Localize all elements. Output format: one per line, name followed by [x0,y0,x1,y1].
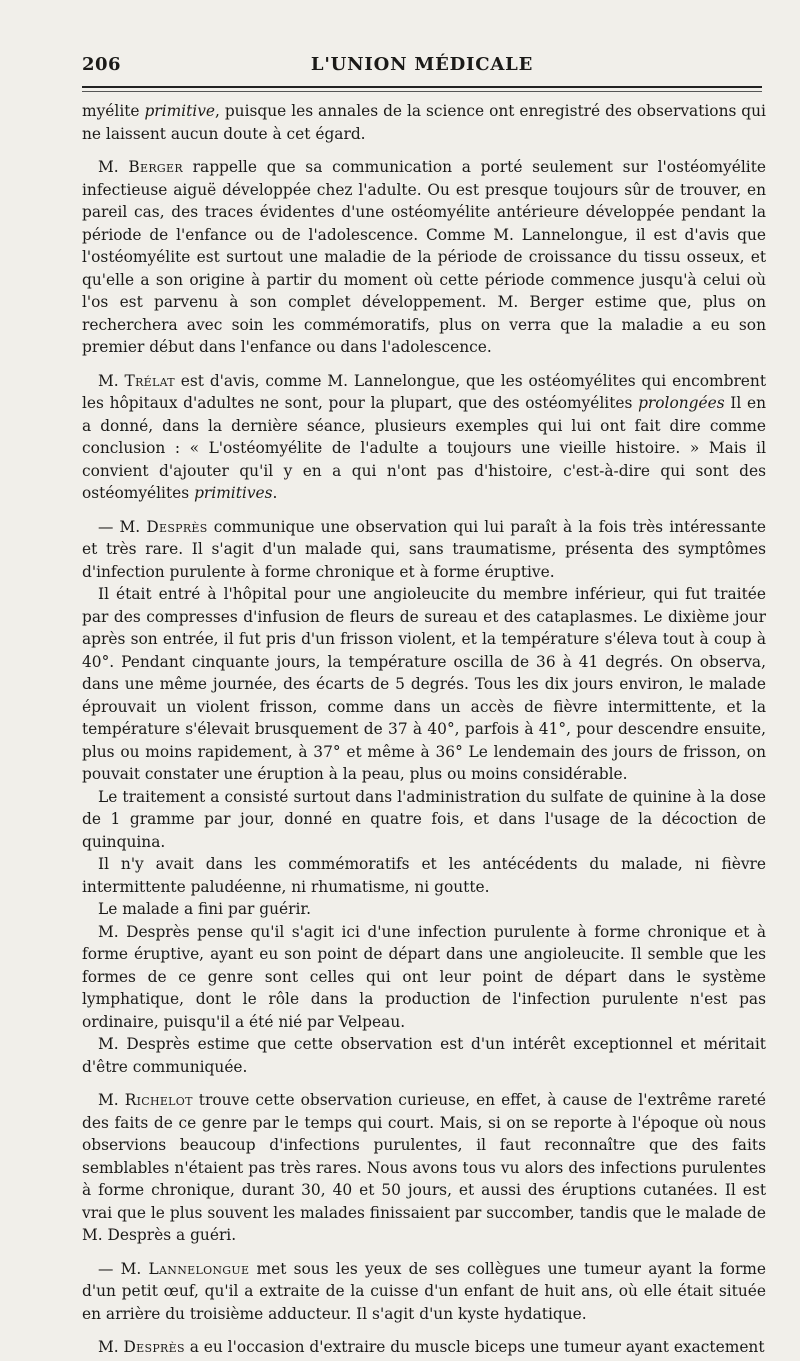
paragraph-despres-conclusion: M. Desprès estime que cette observation est d'un intérêt exceptionnel et méritait d'être communiquée. [82,1035,766,1076]
speaker-prefix: M. [98,1091,125,1109]
speaker-name: Lannelongue [148,1259,250,1278]
speaker-name: Richelot [124,1091,193,1109]
running-title: L'UNION MÉDICALE [310,54,534,75]
paragraph-text: Il en a donné, dans la dernière séance, plusieurs exemples qui lui ont fait dire comme conclusion : « L'ostéomyélite de l'adulte a toujours une vieille histoire. » Mais il convient d'ajouter qu'il y en a qui n'ont pas d'histoire, c'est-à-dire qui sont des ostéomyélites [82,394,766,502]
paragraph-richelot [82,1089,766,1247]
header-rule [82,86,762,88]
paragraph-despres-opinion: M. Desprès pense qu'il s'agit ici d'une infection purulente à forme chronique et à forme éruptive, ayant eu son point de départ dans une angioleucite. Il semble que les formes de ce genre sont celles qui ont leur point de départ dans le système lymphatique, dont le rôle dans la production de l'infection purulente n'est pas ordinaire, puisqu'il a été nié par Velpeau. [82,922,766,1031]
paragraph-text: met sous les yeux de ses collègues une tumeur ayant la forme d'un petit œuf, qu'il a extraite de la cuisse d'un enfant de huit ans, où elle était située en arrière du troisième adducteur. Il s'agit d'un kyste hydatique. [82,1259,766,1323]
paragraph-case-history: Il était entré à l'hôpital pour une angioleucite du membre inférieur, qui fut traitée par des compresses d'infusion de fleurs de sureau et des cataplasmes. Le dixième jour après son entrée, il fut pris d'un frisson violent, et la température s'éleva tout à coup à 40°. Pendant cinquante jours, la température oscilla de 36 à 41 degrés. On observa, dans une même journée, des écarts de 5 degrés. Tous les dix jours environ, le malade éprouvait un violent frisson, comme dans un accès de fièvre intermittente, et la température s'élevait brusquement de 37 à 40°, parfois à 41°, pour descendre ensuite, plus ou moins rapidement, à 37° et même à 36° Le lendemain des jours de frisson, on pouvait constater une éruption à la peau, plus ou moins considérable. [82,585,766,783]
paragraph-trelat [82,370,766,505]
paragraph-despres-intro [82,516,766,584]
paragraph-text: . [272,484,278,502]
paragraph-despres-biceps [82,1336,766,1359]
article-body [82,100,766,1359]
emphasis-text: prolongées [638,394,725,412]
speaker-prefix: M. [98,158,129,176]
speaker-prefix: — M. [98,1259,149,1278]
speaker-name: Berger [128,158,183,176]
emphasis-text: primitive [144,102,216,120]
paragraph-text: rappelle que sa communication a porté seulement sur l'ostéomyélite infectieuse aiguë développée chez l'adulte. Ou est presque toujours sûr de trouver, en pareil cas, des traces évidentes d'une ostéomyélite antérieure développée pendant la période de l'enfance ou de l'adolescence. Comme M. Lannelongue, il est d'avis que l'ostéomyélite est surtout une maladie de la période de croissance du tissu osseux, et qu'elle a son origine à partir du moment où cette période commence jusqu'à celui où l'os est parvenu à son complet développement. M. Berger estime que, plus on recherchera avec soin les commémoratifs, plus on verra que la maladie a eu son premier début dans l'enfance ou dans l'adolescence. [82,158,766,356]
paragraph-outcome: Le malade a fini par guérir. [98,900,311,918]
emphasis-text: primitives [194,484,273,502]
paragraph-text: myélite [82,102,145,120]
header-rule-thin [82,91,762,92]
speaker-name: Desprès [146,517,208,536]
paragraph-text: communique une observation qui lui paraît à la fois très intéressante et très rare. Il s'agit d'un malade qui, sans traumatisme, présenta des symptômes d'infection purulente à forme chronique et à forme éruptive. [82,517,766,581]
paragraph-continuation [82,100,766,145]
paragraph-antecedents: Il n'y avait dans les commémoratifs et les antécédents du malade, ni fièvre intermittente paludéenne, ni rhumatisme, ni goutte. [82,855,766,896]
speaker-prefix: — M. [98,517,147,536]
paragraph-berger [82,156,766,359]
paragraph-treatment: Le traitement a consisté surtout dans l'administration du sulfate de quinine à la dose de 1 gramme par jour, donné en quatre fois, et dans l'usage de la décoction de quinquina. [82,787,766,851]
paragraph-text: trouve cette observation curieuse, en effet, à cause de l'extrême rareté des faits de ce genre par le temps qui court. Mais, si on se reporte à l'époque où nous observions beaucoup d'infections purulentes, il faut reconnaître que des faits semblables n'étaient pas très rares. Nous avons tous vu alors des infections purulentes à forme chronique, durant 30, 40 et 50 jours, et aussi des éruptions cutanées. Il est vrai que le plus souvent les malades finissaient par succomber, tandis que le malade de M. Desprès a guéri. [82,1091,767,1244]
paragraph-lannelongue [82,1258,766,1326]
page-header [82,50,762,82]
page-number: 206 [82,54,122,75]
speaker-name: Trélat [124,371,175,390]
paragraph-text: a eu l'occasion d'extraire du muscle biceps une tumeur ayant exactement [184,1338,765,1356]
speaker-prefix: M. [98,371,125,390]
paragraph-text: , puisque les annales de la science ont enregistré des observations qui ne laissent aucun doute à cet égard. [82,102,766,143]
paragraph-text: est d'avis, comme M. Lannelongue, que les ostéomyélites qui encombrent les hôpitaux d'adultes ne sont, pour la plupart, que des ostéomyélites [82,371,767,412]
speaker-name: Desprès [123,1338,185,1356]
speaker-prefix: M. [98,1338,124,1356]
